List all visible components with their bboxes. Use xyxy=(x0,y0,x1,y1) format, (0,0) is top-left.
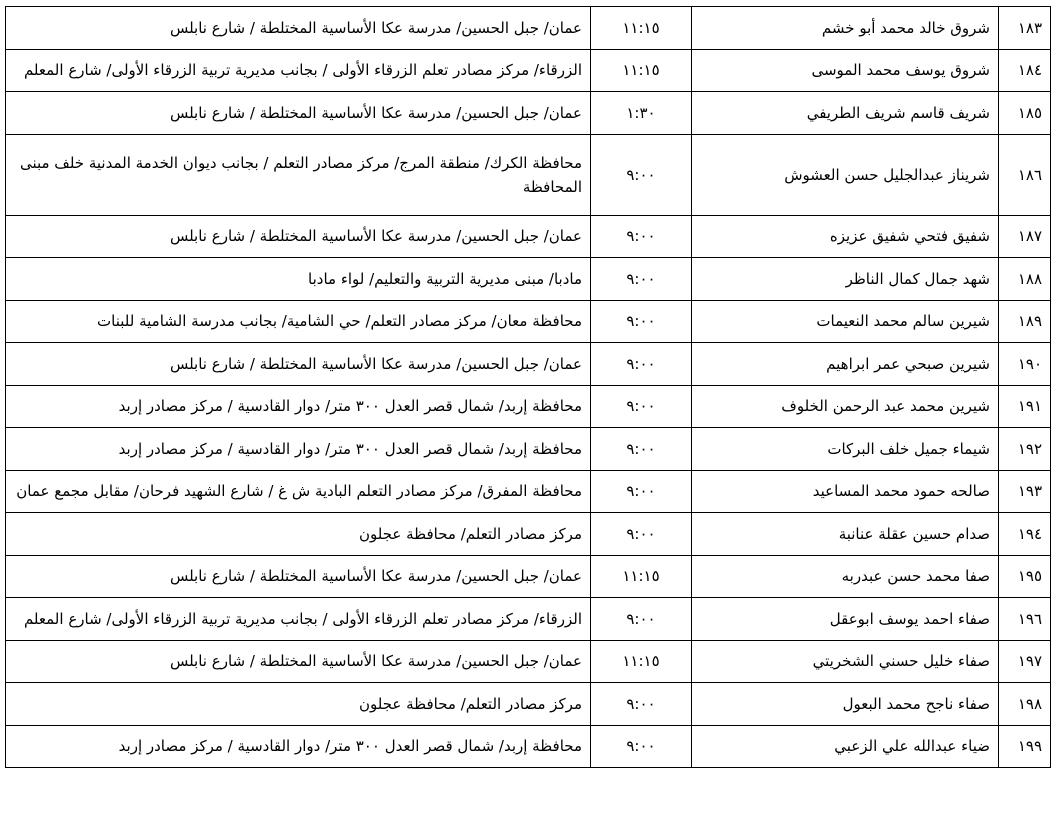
exam-time xyxy=(591,640,692,683)
row-number: ١٩٩ xyxy=(999,725,1051,768)
exam-time-value: ٩:٠٠ xyxy=(626,354,656,373)
candidate-name: شيرين صبحي عمر ابراهيم xyxy=(692,343,999,386)
exam-time xyxy=(591,385,692,428)
roster-table xyxy=(5,6,1051,768)
candidate-name: صفاء احمد يوسف ابوعقل xyxy=(692,598,999,641)
candidate-name: شهد جمال كمال الناظر xyxy=(692,258,999,301)
exam-location: مادبا/ مبنى مديرية التربية والتعليم/ لواء مادبا xyxy=(6,258,591,301)
row-number: ١٩٦ xyxy=(999,598,1051,641)
exam-time xyxy=(591,343,692,386)
exam-location: محافظة المفرق/ مركز مصادر التعلم البادية ش غ / شارع الشهيد فرحان/ مقابل مجمع عمان xyxy=(6,470,591,513)
row-number: ١٨٩ xyxy=(999,300,1051,343)
table-row xyxy=(6,725,1051,768)
exam-time-value: ١١:١٥ xyxy=(622,18,660,37)
exam-time xyxy=(591,92,692,135)
candidate-name: ضياء عبدالله علي الزعبي xyxy=(692,725,999,768)
exam-time xyxy=(591,49,692,92)
exam-time-value: ٩:٠٠ xyxy=(626,482,656,501)
exam-time xyxy=(591,134,692,215)
exam-time-value: ٩:٠٠ xyxy=(626,439,656,458)
exam-time xyxy=(591,470,692,513)
row-number: ١٩٥ xyxy=(999,555,1051,598)
row-number: ١٩٣ xyxy=(999,470,1051,513)
exam-time-value: ٩:٠٠ xyxy=(626,737,656,756)
row-number: ١٨٨ xyxy=(999,258,1051,301)
roster-body xyxy=(6,7,1051,768)
candidate-name: شروق خالد محمد أبو خشم xyxy=(692,7,999,50)
exam-time-value: ١١:١٥ xyxy=(622,567,660,586)
candidate-name: شروق يوسف محمد الموسى xyxy=(692,49,999,92)
exam-time-value: ١١:١٥ xyxy=(622,652,660,671)
exam-location: عمان/ جبل الحسين/ مدرسة عكا الأساسية المختلطة / شارع نابلس xyxy=(6,7,591,50)
candidate-name: صدام حسين عقلة عنانبة xyxy=(692,513,999,556)
exam-location: عمان/ جبل الحسين/ مدرسة عكا الأساسية المختلطة / شارع نابلس xyxy=(6,92,591,135)
table-row xyxy=(6,683,1051,726)
candidate-name: صفاء ناجح محمد البعول xyxy=(692,683,999,726)
exam-location: عمان/ جبل الحسين/ مدرسة عكا الأساسية المختلطة / شارع نابلس xyxy=(6,343,591,386)
candidate-name: شيماء جميل خلف البركات xyxy=(692,428,999,471)
candidate-name: شيرين محمد عبد الرحمن الخلوف xyxy=(692,385,999,428)
exam-location: مركز مصادر التعلم/ محافظة عجلون xyxy=(6,513,591,556)
candidate-name: صفا محمد حسن عبدربه xyxy=(692,555,999,598)
table-row xyxy=(6,49,1051,92)
row-number: ١٩٠ xyxy=(999,343,1051,386)
candidate-name: شيرين سالم محمد النعيمات xyxy=(692,300,999,343)
exam-location: عمان/ جبل الحسين/ مدرسة عكا الأساسية المختلطة / شارع نابلس xyxy=(6,215,591,258)
row-number: ١٩٨ xyxy=(999,683,1051,726)
table-row xyxy=(6,300,1051,343)
row-number: ١٨٤ xyxy=(999,49,1051,92)
candidate-name: شريف قاسم شريف الطريفي xyxy=(692,92,999,135)
exam-time xyxy=(591,258,692,301)
candidate-name: شفيق فتحي شفيق عزيزه xyxy=(692,215,999,258)
exam-time-value: ٩:٠٠ xyxy=(626,609,656,628)
exam-time-value: ٩:٠٠ xyxy=(626,312,656,331)
exam-location: مركز مصادر التعلم/ محافظة عجلون xyxy=(6,683,591,726)
row-number: ١٨٥ xyxy=(999,92,1051,135)
row-number: ١٨٣ xyxy=(999,7,1051,50)
exam-time xyxy=(591,7,692,50)
exam-location: محافظة الكرك/ منطقة المرج/ مركز مصادر التعلم / بجانب ديوان الخدمة المدنية خلف مبنى المحافظة xyxy=(6,134,591,215)
exam-location: محافظة معان/ مركز مصادر التعلم/ حي الشامية/ بجانب مدرسة الشامية للبنات xyxy=(6,300,591,343)
exam-time xyxy=(591,683,692,726)
exam-time-value: ٩:٠٠ xyxy=(626,397,656,416)
candidate-name: صفاء خليل حسني الشخريتي xyxy=(692,640,999,683)
exam-location: محافظة إربد/ شمال قصر العدل ٣٠٠ متر/ دوار القادسية / مركز مصادر إربد xyxy=(6,428,591,471)
candidate-name: صالحه حمود محمد المساعيد xyxy=(692,470,999,513)
table-row xyxy=(6,258,1051,301)
row-number: ١٩٧ xyxy=(999,640,1051,683)
table-row xyxy=(6,470,1051,513)
row-number: ١٨٦ xyxy=(999,134,1051,215)
exam-location: محافظة إربد/ شمال قصر العدل ٣٠٠ متر/ دوار القادسية / مركز مصادر إربد xyxy=(6,725,591,768)
exam-time-value: ٩:٠٠ xyxy=(626,269,656,288)
exam-time-value: ١:٣٠ xyxy=(626,103,656,122)
table-row xyxy=(6,513,1051,556)
table-row xyxy=(6,428,1051,471)
table-row xyxy=(6,343,1051,386)
roster-sheet xyxy=(5,6,1051,768)
exam-time-value: ٩:٠٠ xyxy=(626,165,656,184)
exam-time-value: ٩:٠٠ xyxy=(626,524,656,543)
row-number: ١٩١ xyxy=(999,385,1051,428)
exam-location: عمان/ جبل الحسين/ مدرسة عكا الأساسية المختلطة / شارع نابلس xyxy=(6,640,591,683)
exam-time-value: ١١:١٥ xyxy=(622,61,660,80)
exam-location: عمان/ جبل الحسين/ مدرسة عكا الأساسية المختلطة / شارع نابلس xyxy=(6,555,591,598)
exam-time-value: ٩:٠٠ xyxy=(626,227,656,246)
row-number: ١٩٢ xyxy=(999,428,1051,471)
exam-time xyxy=(591,300,692,343)
table-row xyxy=(6,134,1051,215)
exam-time xyxy=(591,598,692,641)
table-row xyxy=(6,7,1051,50)
exam-time xyxy=(591,555,692,598)
row-number: ١٩٤ xyxy=(999,513,1051,556)
exam-time xyxy=(591,215,692,258)
candidate-name: شريناز عبدالجليل حسن العشوش xyxy=(692,134,999,215)
exam-location: الزرقاء/ مركز مصادر تعلم الزرقاء الأولى / بجانب مديرية تربية الزرقاء الأولى/ شارع المعلم xyxy=(6,49,591,92)
exam-time xyxy=(591,513,692,556)
table-row xyxy=(6,92,1051,135)
row-number: ١٨٧ xyxy=(999,215,1051,258)
table-row xyxy=(6,385,1051,428)
exam-location: الزرقاء/ مركز مصادر تعلم الزرقاء الأولى / بجانب مديرية تربية الزرقاء الأولى/ شارع المعلم xyxy=(6,598,591,641)
exam-time-value: ٩:٠٠ xyxy=(626,694,656,713)
exam-time xyxy=(591,428,692,471)
exam-location: محافظة إربد/ شمال قصر العدل ٣٠٠ متر/ دوار القادسية / مركز مصادر إربد xyxy=(6,385,591,428)
table-row xyxy=(6,555,1051,598)
exam-time xyxy=(591,725,692,768)
table-row xyxy=(6,598,1051,641)
table-row xyxy=(6,640,1051,683)
table-row xyxy=(6,215,1051,258)
